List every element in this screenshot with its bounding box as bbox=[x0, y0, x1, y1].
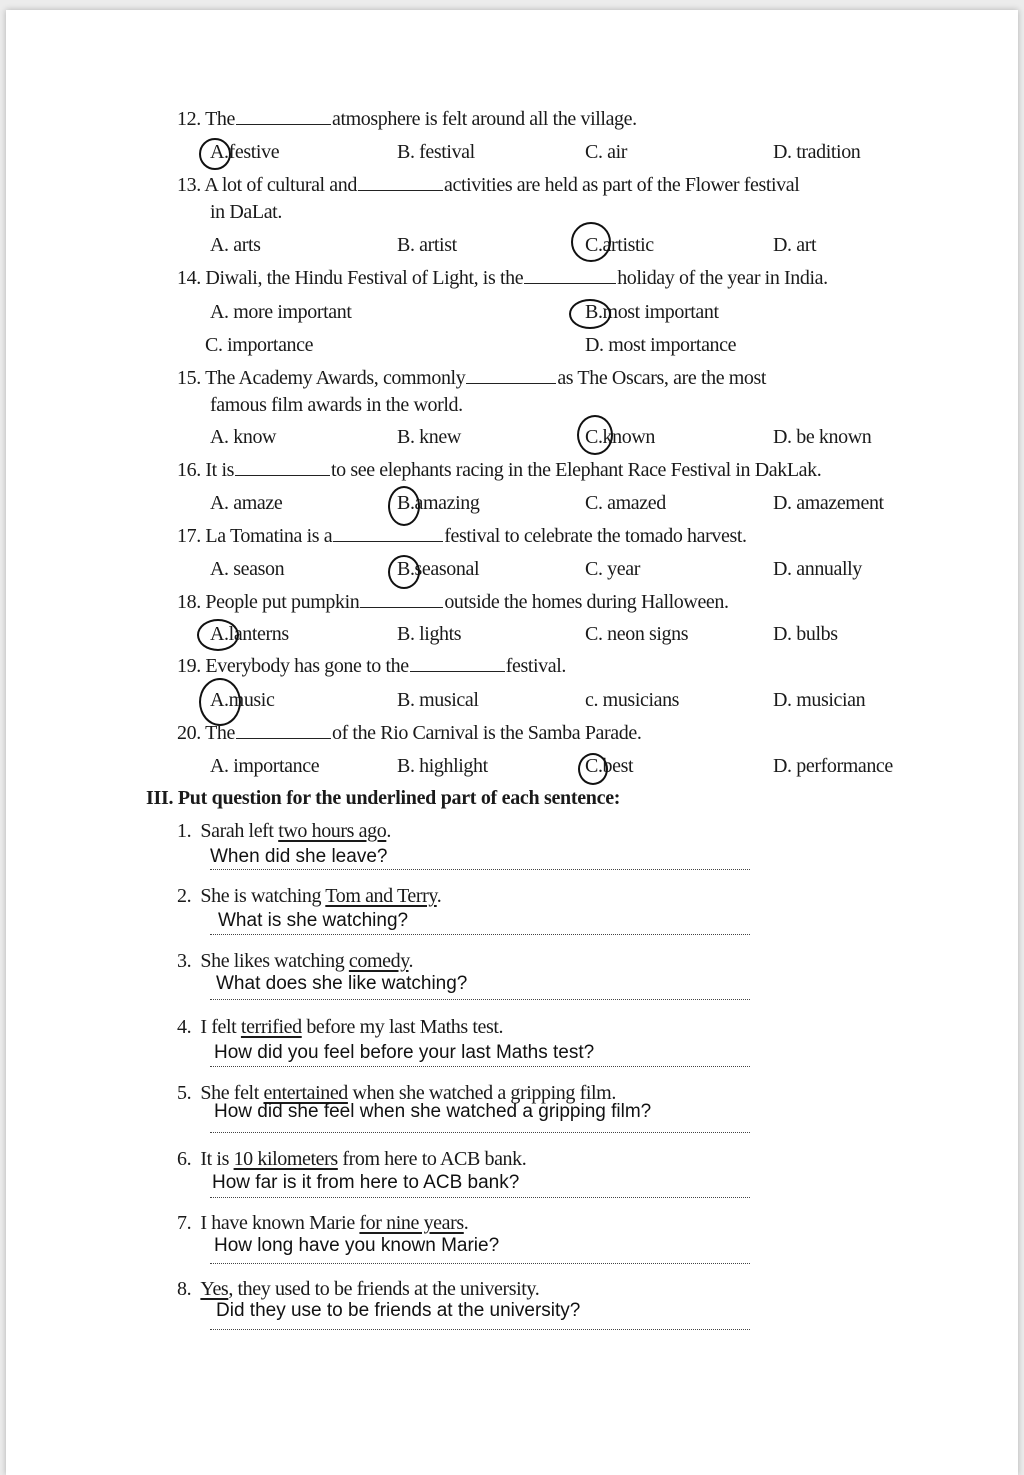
underlined-part: two hours ago bbox=[278, 820, 387, 842]
sentence-text: before my last Maths test. bbox=[301, 1016, 504, 1038]
sentence-text: . bbox=[386, 820, 391, 842]
sentence-item bbox=[177, 1278, 539, 1301]
question-text: It is bbox=[205, 459, 234, 481]
option-text: most important bbox=[602, 301, 719, 323]
question-text: activities are held as part of the Flower festival bbox=[444, 174, 800, 196]
underlined-part: comedy bbox=[348, 950, 409, 972]
answer-blank bbox=[236, 722, 331, 739]
option-text: lanterns bbox=[228, 623, 289, 645]
option-c: C. air bbox=[585, 141, 628, 163]
question-text: as The Oscars, are the most bbox=[557, 367, 767, 389]
sentence-text: I have known Marie bbox=[200, 1212, 360, 1234]
question-19 bbox=[177, 655, 566, 678]
question-number: 13. bbox=[177, 174, 201, 196]
option-text: seasonal bbox=[414, 558, 480, 580]
option-d: D. be known bbox=[773, 426, 872, 448]
option-letter: C. bbox=[585, 755, 603, 777]
question-text: The bbox=[205, 722, 235, 744]
sentence-text: , they used to be friends at the university. bbox=[228, 1278, 540, 1300]
question-number: 15. bbox=[177, 367, 201, 389]
question-text: Diwali, the Hindu Festival of Light, is the bbox=[205, 267, 524, 289]
answer-line bbox=[210, 1197, 750, 1198]
sentence-item bbox=[177, 820, 391, 843]
question-text: of the Rio Carnival is the Samba Parade. bbox=[331, 722, 642, 744]
answer-blank bbox=[360, 591, 443, 608]
option-c: C. year bbox=[585, 558, 640, 580]
question-number: 19. bbox=[177, 655, 201, 677]
option-d: D. most importance bbox=[585, 334, 737, 356]
sentence-text: from here to ACB bank. bbox=[337, 1148, 527, 1170]
option-d: D. performance bbox=[773, 755, 893, 777]
item-number: 3. bbox=[177, 950, 192, 972]
item-number: 7. bbox=[177, 1212, 192, 1234]
question-12 bbox=[177, 108, 637, 131]
answer-circle bbox=[199, 678, 241, 726]
item-number: 2. bbox=[177, 885, 192, 907]
answer-blank bbox=[235, 459, 330, 476]
option-c: C. importance bbox=[205, 334, 314, 356]
worksheet-page bbox=[6, 10, 1018, 1475]
question-15 bbox=[177, 367, 766, 390]
option-a: A. know bbox=[210, 426, 277, 448]
question-number: 14. bbox=[177, 267, 201, 289]
underlined-part: terrified bbox=[240, 1016, 302, 1038]
question-text: to see elephants racing in the Elephant Race Festival in DakLak. bbox=[330, 459, 822, 481]
answer-circle bbox=[578, 753, 608, 785]
answer-text: Did they use to be friends at the university? bbox=[216, 1300, 581, 1321]
option-b: B. musical bbox=[397, 689, 479, 711]
option-b: B. lights bbox=[397, 623, 462, 645]
option-letter: C. bbox=[585, 426, 603, 448]
item-number: 6. bbox=[177, 1148, 192, 1170]
item-number: 8. bbox=[177, 1278, 192, 1300]
answer-line bbox=[210, 999, 750, 1000]
question-text: festival. bbox=[505, 655, 566, 677]
question-text: A lot of cultural and bbox=[204, 174, 357, 196]
underlined-part: Tom and Terry bbox=[325, 885, 437, 907]
question-number: 20. bbox=[177, 722, 201, 744]
question-number: 16. bbox=[177, 459, 201, 481]
answer-text: What does she like watching? bbox=[216, 973, 468, 994]
question-text: holiday of the year in India. bbox=[617, 267, 828, 289]
answer-blank bbox=[466, 367, 556, 384]
option-text: best bbox=[602, 755, 634, 777]
question-text: outside the homes during Halloween. bbox=[444, 591, 729, 613]
sentence-text: I felt bbox=[200, 1016, 241, 1038]
answer-text: How did you feel before your last Maths test? bbox=[214, 1042, 595, 1063]
option-text: festive bbox=[228, 141, 280, 163]
sentence-text: when she watched a gripping film. bbox=[347, 1082, 616, 1104]
sentence-text: Sarah left bbox=[200, 820, 279, 842]
sentence-text: She likes watching bbox=[200, 950, 349, 972]
section-heading: III. Put question for the underlined part of each sentence: bbox=[146, 787, 621, 809]
answer-blank bbox=[358, 174, 443, 191]
question-20 bbox=[177, 722, 641, 745]
option-c: C. amazed bbox=[585, 492, 666, 514]
answer-line bbox=[210, 1132, 750, 1133]
item-number: 4. bbox=[177, 1016, 192, 1038]
option-a: A. importance bbox=[210, 755, 320, 777]
question-18 bbox=[177, 591, 729, 614]
option-b: B. festival bbox=[397, 141, 475, 163]
sentence-text: . bbox=[463, 1212, 469, 1234]
question-14 bbox=[177, 267, 828, 290]
option-d: D. tradition bbox=[773, 141, 861, 163]
answer-line bbox=[210, 934, 750, 935]
answer-text: How did she feel when she watched a gripping film? bbox=[214, 1101, 652, 1122]
question-16 bbox=[177, 459, 821, 482]
answer-circle bbox=[388, 555, 420, 589]
answer-line bbox=[210, 1329, 750, 1330]
option-d: D. annually bbox=[773, 558, 862, 580]
answer-text: How far is it from here to ACB bank? bbox=[212, 1172, 520, 1193]
option-a: A. amaze bbox=[210, 492, 283, 514]
question-text: festival to celebrate the tomado harvest. bbox=[444, 525, 747, 547]
answer-blank bbox=[410, 655, 505, 672]
answer-text: What is she watching? bbox=[218, 910, 409, 931]
answer-blank bbox=[333, 525, 443, 542]
sentence-item bbox=[177, 950, 413, 973]
option-b: B. highlight bbox=[397, 755, 488, 777]
option-text: music bbox=[228, 689, 275, 711]
question-13 bbox=[177, 174, 799, 197]
option-d: D. bulbs bbox=[773, 623, 838, 645]
question-text: atmosphere is felt around all the village. bbox=[331, 108, 637, 130]
answer-line bbox=[210, 1263, 750, 1264]
option-text: artistic bbox=[602, 234, 654, 256]
answer-text: When did she leave? bbox=[210, 846, 388, 867]
underlined-part: 10 kilometers bbox=[233, 1148, 338, 1170]
option-d: D. musician bbox=[773, 689, 866, 711]
underlined-part: Yes bbox=[200, 1278, 229, 1300]
option-text: known bbox=[602, 426, 655, 448]
option-a: A. season bbox=[210, 558, 285, 580]
question-number: 17. bbox=[177, 525, 201, 547]
option-b: B. artist bbox=[397, 234, 457, 256]
option-letter: B. bbox=[585, 301, 603, 323]
option-letter: A. bbox=[210, 141, 229, 163]
question-number: 18. bbox=[177, 591, 201, 613]
option-a: A. more important bbox=[210, 301, 352, 323]
underlined-part: for nine years bbox=[359, 1212, 464, 1234]
sentence-item bbox=[177, 1148, 526, 1171]
item-number: 5. bbox=[177, 1082, 192, 1104]
sentence-text: . bbox=[408, 950, 414, 972]
question-text: La Tomatina is a bbox=[205, 525, 333, 547]
sentence-text: . bbox=[436, 885, 442, 907]
option-a: A. arts bbox=[210, 234, 261, 256]
sentence-text: She felt bbox=[200, 1082, 264, 1104]
answer-text: How long have you known Marie? bbox=[214, 1235, 500, 1256]
question-17 bbox=[177, 525, 747, 548]
answer-circle bbox=[197, 619, 239, 651]
answer-circle bbox=[569, 299, 611, 329]
option-letter: B. bbox=[397, 492, 415, 514]
option-letter: A. bbox=[210, 689, 229, 711]
underlined-part: entertained bbox=[263, 1082, 348, 1104]
option-c: c. musicians bbox=[585, 689, 680, 711]
option-text: amazing bbox=[414, 492, 480, 514]
sentence-item bbox=[177, 885, 441, 908]
answer-circle bbox=[388, 486, 420, 526]
answer-circle bbox=[577, 415, 613, 455]
answer-blank bbox=[236, 108, 331, 125]
answer-line bbox=[210, 869, 750, 870]
question-text: The Academy Awards, commonly bbox=[205, 367, 466, 389]
option-d: D. art bbox=[773, 234, 817, 256]
sentence-item bbox=[177, 1016, 503, 1039]
question-text: People put pumpkin bbox=[205, 591, 360, 613]
answer-line bbox=[210, 1066, 750, 1067]
answer-circle bbox=[571, 222, 611, 262]
option-c: C. neon signs bbox=[585, 623, 689, 645]
question-text-line2: in DaLat. bbox=[210, 201, 282, 223]
question-text-line2: famous film awards in the world. bbox=[210, 394, 463, 416]
answer-blank bbox=[524, 267, 616, 284]
sentence-text: She is watching bbox=[200, 885, 326, 907]
sentence-text: It is bbox=[200, 1148, 234, 1170]
option-d: D. amazement bbox=[773, 492, 884, 514]
option-letter: C. bbox=[585, 234, 603, 256]
question-text: The bbox=[205, 108, 235, 130]
option-letter: B. bbox=[397, 558, 415, 580]
question-text: Everybody has gone to the bbox=[205, 655, 409, 677]
option-letter: A. bbox=[210, 623, 229, 645]
item-number: 1. bbox=[177, 820, 192, 842]
question-number: 12. bbox=[177, 108, 201, 130]
answer-circle bbox=[199, 138, 231, 170]
option-b: B. knew bbox=[397, 426, 461, 448]
sentence-item bbox=[177, 1212, 468, 1235]
